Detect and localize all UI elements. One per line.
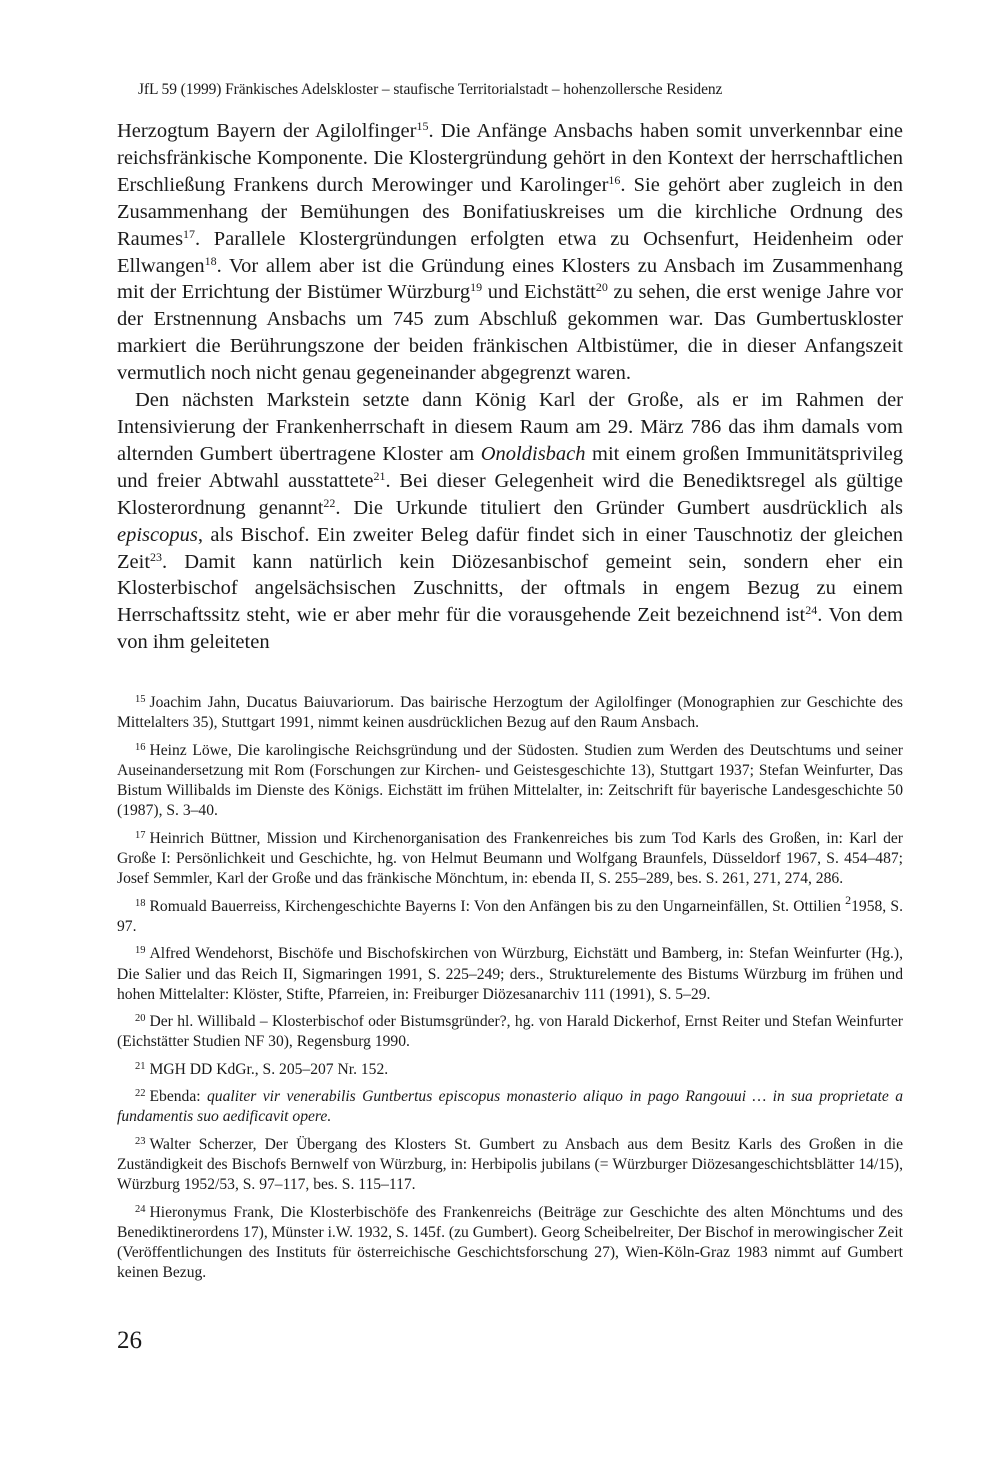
footnote-ref-24: 24 xyxy=(805,603,818,618)
text-run: und Eichstätt xyxy=(482,281,596,304)
footnote-text: Heinz Löwe, Die karolingische Reichsgründung und der Südosten. Studien zum Werden des Deutschtums und seiner Auseinandersetzung mit Rom (Forschungen zur Kirchen- und Geistesgeschichte 13), Stuttgart 1937; Stefan Weinfurter, Das Bistum Willibalds im Dienste des Königs. Eichstätt im frühen Mittelalter, in: Zeitschrift für bayerische Landesgeschichte 50 (1987), S. 3–40. xyxy=(117,741,903,820)
text-run: zu sehen, die erst wenige Jahre vor der Erstnennung Ansbachs um 745 zum Abschluß gekommen war. Das Gumbertuskloster markiert die Berührungszone der beiden fränkischen Altbistümer, die in dieser Anfangszeit vermutlich noch nicht genau gegeneinander abgegrenzt waren. xyxy=(117,281,903,385)
footnote-text: Ebenda: xyxy=(149,1088,207,1106)
footnote-24 xyxy=(117,1200,903,1284)
text-run: . Parallele Klostergründungen erfolgten etwa zu Ochsenfurt, Heidenheim oder Ellwangen xyxy=(117,227,903,277)
footnote-text: Heinrich Büttner, Mission und Kirchenorganisation des Frankenreiches bis zum Tod Karls des Großen, in: Karl der Große I: Persönlichkeit und Geschichte, hg. von Helmut Beumann und Wolfgang Braunfels, Düsseldorf 1967, S. 454–487; Josef Semmler, Karl der Große und das fränkische Mönchtum, in: ebenda II, S. 255–289, bes. S. 261, 271, 274, 286. xyxy=(117,829,903,888)
footnote-ref-16: 16 xyxy=(608,172,621,187)
text-run: . Die Urkunde tituliert den Gründer Gumbert ausdrücklich als xyxy=(335,496,903,519)
footnote-ref-22: 22 xyxy=(323,495,336,510)
text-run: . Bei dieser Gelegenheit wird die Benediktsregel als gültige Klosterordnung genannt xyxy=(117,469,903,519)
footnote-text: Romuald Bauerreiss, Kirchengeschichte Bayerns I: Von den Anfängen bis zu den Ungarneinfällen, St. Ottilien xyxy=(149,897,846,915)
latin-quote: qualiter vir venerabilis Guntbertus episcopus monasterio aliquo in pago Rangouui … in sua proprietate a fundamentis suo aedificavit opere. xyxy=(117,1088,903,1126)
footnote-number: 22 xyxy=(135,1088,146,1100)
footnote-23 xyxy=(117,1132,903,1196)
edition-number: 2 xyxy=(845,892,852,907)
paragraph-1 xyxy=(117,118,903,387)
text-run: Den nächsten Markstein setzte dann König Karl der Große, als er im Rahmen der Intensivierung der Frankenherrschaft in diesem Raum am 29. März 786 das ihm damals vom alternden Gumbert übertragene Kloster am xyxy=(117,389,903,465)
footnote-19 xyxy=(117,941,903,1005)
footnote-20 xyxy=(117,1009,903,1053)
footnote-ref-19: 19 xyxy=(470,280,483,295)
footnote-17 xyxy=(117,826,903,890)
footnote-number: 24 xyxy=(135,1203,146,1215)
text-run: . Sie gehört aber zugleich in den Zusammenhang der Bemühungen des Bonifatiuskreises um die kirchliche Ordnung des Raumes xyxy=(117,173,903,250)
footnote-number: 18 xyxy=(135,897,146,909)
footnote-number: 20 xyxy=(135,1013,146,1025)
footnote-18 xyxy=(117,894,903,938)
text-run: . Damit kann natürlich kein Diözesanbischof gemeint sein, sondern eher ein Klosterbischof angelsächsischen Zuschnitts, der oftmals in engem Bezug zu einem Herrschaftssitz steht, wie er aber mehr für die vorausgehende Zeit bezeichnend ist xyxy=(117,550,903,627)
footnote-ref-21: 21 xyxy=(373,468,386,483)
footnote-text: Der hl. Willibald – Klosterbischof oder Bistumsgründer?, hg. von Harald Dickerhof, Ernst Reiter und Stefan Weinfurter (Eichstätter Studien NF 30), Regensburg 1990. xyxy=(117,1013,903,1051)
footnote-number: 21 xyxy=(135,1060,146,1072)
text-run: , als Bischof. Ein zweiter Beleg dafür findet sich in einer Tauschnotiz der gleichen Zeit xyxy=(117,523,903,573)
footnote-number: 17 xyxy=(135,829,146,841)
footnote-number: 23 xyxy=(135,1135,146,1147)
text-run: mit einem großen Immunitätsprivileg und freier Abtwahl ausstattete xyxy=(117,442,903,492)
footnote-ref-15: 15 xyxy=(416,119,429,133)
text-run: . Vor allem aber ist die Gründung eines Klosters zu Ansbach im Zusammenhang mit der Errichtung der Bistümer Würzburg xyxy=(117,254,903,304)
footnote-text: Walter Scherzer, Der Übergang des Klosters St. Gumbert zu Ansbach aus dem Besitz Karls des Großen in die Zuständigkeit des Bischofs Bernwelf von Würzburg, in: Herbipolis jubilans (= Würzburger Diözesangeschichtsblätter 14/15), Würzburg 1952/53, S. 97–117, bes. S. 115–117. xyxy=(117,1135,903,1194)
footnotes xyxy=(117,690,903,1288)
footnote-text: MGH DD KdGr., S. 205–207 Nr. 152. xyxy=(149,1060,389,1078)
footnote-text: 1958, S. 97. xyxy=(117,897,903,935)
footnote-number: 15 xyxy=(135,694,146,705)
page-number: 26 xyxy=(117,1327,142,1354)
footnote-ref-17: 17 xyxy=(183,226,196,241)
footnote-number: 19 xyxy=(135,945,146,957)
footnote-text: Joachim Jahn, Ducatus Baiuvariorum. Das bairische Herzogtum der Agilolfinger (Monographien zur Geschichte des Mittelalters 35), Stuttgart 1991, nimmt keinen ausdrücklichen Bezug auf den Raum Ansbach. xyxy=(117,694,903,732)
footnote-text: Alfred Wendehorst, Bischöfe und Bischofskirchen von Würzburg, Eichstätt und Bamberg, in: Stefan Weinfurter (Hg.), Die Salier und das Reich II, Sigmaringen 1991, S. 225–249; ders., Strukturelemente des Bistums Würzburg im frühen und hohen Mittelalter: Klöster, Stifte, Pfarreien, in: Freiburger Diözesanarchiv 111 (1991), S. 5–29. xyxy=(117,945,903,1003)
footnote-ref-20: 20 xyxy=(595,280,608,295)
text-run: . Die Anfänge Ansbachs haben somit unverkennbar eine reichsfränkische Komponente. Die Klostergründung gehört in den Kontext der herrschaftlichen Erschließung Frankens durch Merowinger und Karolinger xyxy=(117,120,903,196)
running-head: JfL 59 (1999) Fränkisches Adelskloster – staufische Territorialstadt – hohenzollersche Residenz xyxy=(138,81,723,98)
italic-term: episcopus xyxy=(117,523,198,546)
footnote-ref-18: 18 xyxy=(204,253,217,268)
text-run: . Von dem von ihm geleiteten xyxy=(117,604,903,654)
footnote-21 xyxy=(117,1057,903,1080)
footnote-number: 16 xyxy=(135,741,146,753)
footnote-15 xyxy=(117,690,903,734)
main-text xyxy=(117,118,903,656)
paragraph-2 xyxy=(117,387,903,656)
footnote-ref-23: 23 xyxy=(150,549,163,564)
footnote-text: Hieronymus Frank, Die Klosterbischöfe des Frankenreichs (Beiträge zur Geschichte des alten Mönchtums und des Benediktinerordens 17), Münster i.W. 1932, S. 145f. (zu Gumbert). Georg Scheibelreiter, Der Bischof in merowingischer Zeit (Veröffentlichungen des Instituts für österreichische Geschichtsforschung 27), Wien-Köln-Graz 1983 nimmt auf Gumbert keinen Bezug. xyxy=(117,1203,903,1282)
footnote-22 xyxy=(117,1084,903,1128)
italic-term: Onoldisbach xyxy=(480,442,586,465)
text-run: Herzogtum Bayern der Agilolfinger xyxy=(117,120,417,142)
footnote-16 xyxy=(117,738,903,822)
